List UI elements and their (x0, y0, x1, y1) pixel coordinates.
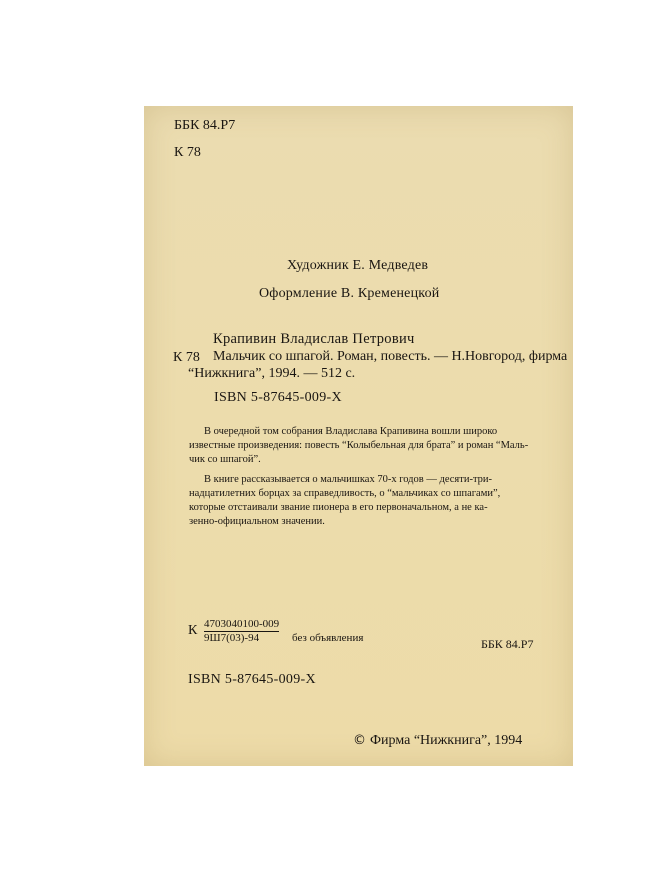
footer-isbn: ISBN 5-87645-009-X (188, 672, 316, 687)
catalog-description-line2: “Нижкнига”, 1994. — 512 с. (188, 366, 356, 381)
annotation-line: известные произведения: повесть “Колыбельная для брата” и роман “Маль- (189, 440, 529, 451)
publication-code-numerator: 4703040100-009 (204, 618, 280, 630)
copyright-icon: © (353, 733, 366, 748)
publication-code-letter: К (188, 623, 198, 638)
no-ads-note: без объявления (292, 632, 364, 644)
annotation-line: надцатилетних борцах за справедливость, о “мальчиках со шпагами”, (189, 488, 501, 499)
catalog-description-line1: Мальчик со шпагой. Роман, повесть. — Н.Новгород, фирма (213, 349, 568, 364)
bbk-index: ББК 84.Р7 (174, 118, 236, 133)
publication-code-denominator: 9Ш7(03)-94 (204, 632, 260, 644)
catalog-author: Крапивин Владислав Петрович (213, 331, 415, 347)
copyright-text: Фирма “Нижкнига”, 1994 (370, 733, 523, 748)
annotation-line: В книге рассказывается о мальчишках 70-х годов — десяти-три- (204, 474, 493, 485)
author-mark: К 78 (174, 145, 201, 160)
annotation-line: зенно-официальном значении. (189, 516, 325, 527)
copyright-notice (353, 733, 522, 749)
artist-credit: Художник Е. Медведев (287, 258, 429, 273)
catalog-author-mark: К 78 (173, 350, 200, 365)
annotation-line: чик со шпагой”. (189, 454, 261, 465)
catalog-isbn: ISBN 5-87645-009-X (214, 390, 342, 405)
footer-bbk-index: ББК 84.Р7 (481, 637, 534, 651)
design-credit: Оформление В. Кременецкой (259, 286, 440, 301)
annotation-line: которые отстаивали звание пионера в его первоначальном, а не ка- (189, 502, 488, 513)
annotation-line: В очередной том собрания Владислава Крапивина вошли широко (204, 426, 498, 437)
